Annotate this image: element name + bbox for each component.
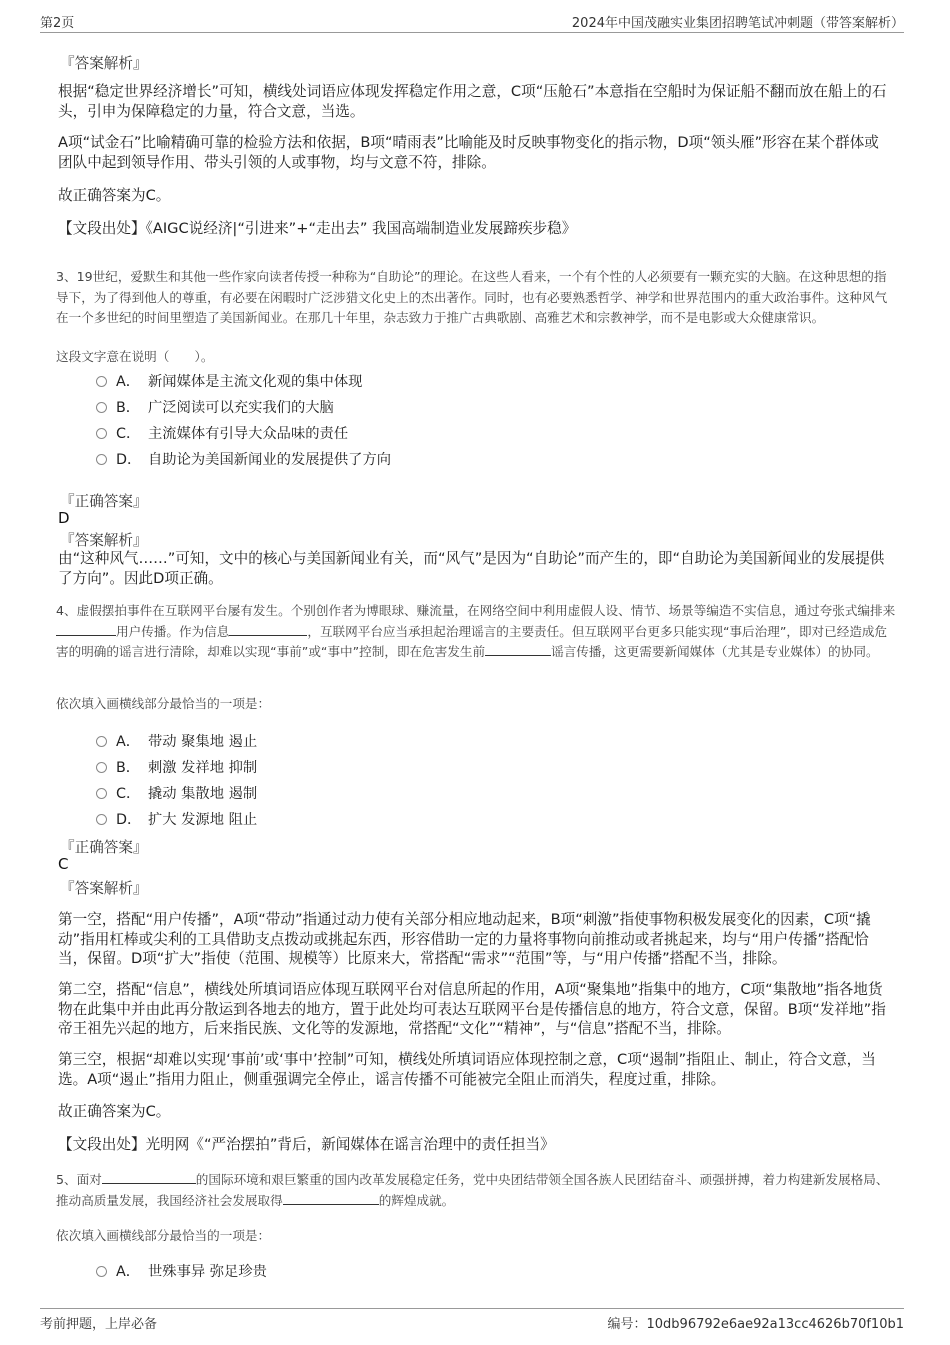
q4-option-a[interactable]: A． 带动 聚集地 遏止 [96,731,257,751]
radio-icon[interactable] [96,402,107,413]
q3-answer: D [58,509,70,527]
radio-icon[interactable] [96,788,107,799]
blank-1 [56,635,116,636]
q3-analysis: 由“这种风气……”可知，文中的核心与美国新闻业有关，而“风气”是因为“自助论”而产生的，即“自助论为美国新闻业的发展提供了方向”。因此D项正确。 [58,550,885,587]
footer-slogan: 考前押题，上岸必备 [40,1317,158,1332]
q4-option-b[interactable]: B． 刺激 发祥地 抑制 [96,757,257,777]
q5-question: 依次填入画横线部分最恰当的一项是： [56,1228,271,1243]
footer-code: 编号：10db96792e6ae92a13cc4626b70f10b1 [607,1317,904,1332]
q2-analysis-label: 『答案解析』 [60,55,148,72]
q4-option-d[interactable]: D． 扩大 发源地 阻止 [96,809,257,829]
page-header [40,12,904,33]
radio-icon[interactable] [96,376,107,387]
radio-icon[interactable] [96,762,107,773]
radio-icon[interactable] [96,736,107,747]
q3-stem: 3、19世纪，爱默生和其他一些作家向读者传授一种称为“自助论”的理论。在这些人看来，一个有个性的人必须要有一颗充实的大脑。在这种思想的指导下，为了得到他人的尊重，有必要在闲暇时广泛涉猎文化史上的杰出著作。同时，也有必要熟悉哲学、神学和世界范围内的重大政治事件。这种风气在一个多世纪的时间里塑造了美国新闻业。在那几十年里，杂志致力于推广古典歌剧、高雅艺术和宗教神学，而不是电影或大众健康常识。 [56,269,888,325]
blank-1 [102,1183,196,1184]
q4-option-c[interactable]: C． 撬动 集散地 遏制 [96,783,257,803]
radio-icon[interactable] [96,454,107,465]
q2-source: 【文段出处】《AIGC说经济|“引进来”+“走出去” 我国高端制造业发展蹄疾步稳》 [58,220,577,237]
q4-question: 依次填入画横线部分最恰当的一项是： [56,696,271,711]
q5-stem: 5、面对 的国际环境和艰巨繁重的国内改革发展稳定任务，党中央团结带领全国各族人民团结奋斗、顽强拼搏，着力构建新发展格局、推动高质量发展，我国经济社会发展取得 的辉煌成就。 [56,1172,889,1208]
radio-icon[interactable] [96,428,107,439]
radio-icon[interactable] [96,814,107,825]
document-title: 2024年中国茂融实业集团招聘笔试冲刺题（带答案解析） [571,16,904,31]
q3-option-b[interactable]: B． 广泛阅读可以充实我们的大脑 [96,397,334,417]
q4-analysis-label: 『答案解析』 [60,880,148,897]
q3-correct-label: 『正确答案』 [60,493,148,510]
q4-source: 【文段出处】光明网《“严治摆拍”背后，新闻媒体在谣言治理中的责任担当》 [58,1136,555,1153]
q4-analysis-p2: 第二空，搭配“信息”，横线处所填词语应体现互联网平台对信息所起的作用，A项“聚集地”指集中的地方，C项“集散地”指各地货物在此集中并由此再分散运到各地去的地方，置于此处均可表达互联网平台是传播信息的地方，符合文意，保留。B项“发祥地”指帝王祖先兴起的地方，后来指民族、文化等的发源地，常搭配“文化”“精神”，与“信息”搭配不当，排除。 [58,981,886,1037]
q2-analysis-p1: 根据“稳定世界经济增长”可知，横线处词语应体现发挥稳定作用之意，C项“压舱石”本意指在空船时为保证船不翻而放在船上的石头，引申为保障稳定的力量，符合文意，当选。 [58,83,887,120]
q2-analysis-p2: A项“试金石”比喻精确可靠的检验方法和依据，B项“晴雨表”比喻能及时反映事物变化的指示物，D项“领头雁”形容在某个群体或团队中起到领导作用、带头引领的人或事物，均与文意不符，排除。 [58,134,879,171]
q4-stem: 4、虚假摆拍事件在互联网平台屡有发生。个别创作者为博眼球、赚流量，在网络空间中利用虚假人设、情节、场景等编造不实信息，通过夸张式编排来用户传播。作为信息 ，互联网平台应当承担起治理谣言的主要责任。但互联网平台更多只能实现“事后治理”，即对已经造成危害的明确的谣言进行清除，却难以实现“事前”或“事中”控制，即在危害发生前 谣言传播，这更需要新闻媒体（尤其是专业媒体）的协同。 [56,603,896,659]
page-footer [40,1308,904,1331]
page-number: 第2页 [40,16,75,31]
q3-option-d[interactable]: D． 自助论为美国新闻业的发展提供了方向 [96,449,391,469]
q5-option-a[interactable]: A． 世殊事异 弥足珍贵 [96,1261,267,1281]
blank-3 [485,655,551,656]
q4-conclusion: 故正确答案为C。 [58,1103,171,1120]
q4-answer: C [58,855,69,873]
q4-correct-label: 『正确答案』 [60,839,148,856]
q4-analysis-p1: 第一空，搭配“用户传播”，A项“带动”指通过动力使有关部分相应地动起来，B项“刺激”指使事物积极发展变化的因素，C项“撬动”指用杠棒或尖利的工具借助支点拨动或挑起东西，形容借助一定的力量将事物向前推动或者挑起来，均与“用户传播”搭配恰当，保留。D项“扩大”指使（范围、规模等）比原来大，常搭配“需求”“范围”等，与“用户传播”搭配不当，排除。 [58,911,871,967]
radio-icon[interactable] [96,1266,107,1277]
q2-conclusion: 故正确答案为C。 [58,187,171,204]
q3-option-a[interactable]: A． 新闻媒体是主流文化观的集中体现 [96,371,362,391]
q3-analysis-label: 『答案解析』 [60,532,148,549]
blank-2 [283,1204,379,1205]
q3-option-c[interactable]: C． 主流媒体有引导大众品味的责任 [96,423,348,443]
q3-question: 这段文字意在说明（ ）。 [56,349,214,364]
q4-analysis-p3: 第三空，根据“却难以实现‘事前’或‘事中’控制”可知，横线处所填词语应体现控制之意，C项“遏制”指阻止、制止，符合文意，当选。A项“遏止”指用力阻止，侧重强调完全停止，谣言传播不可能被完全阻止而消失，程度过重，排除。 [58,1051,876,1088]
blank-2 [229,635,307,636]
